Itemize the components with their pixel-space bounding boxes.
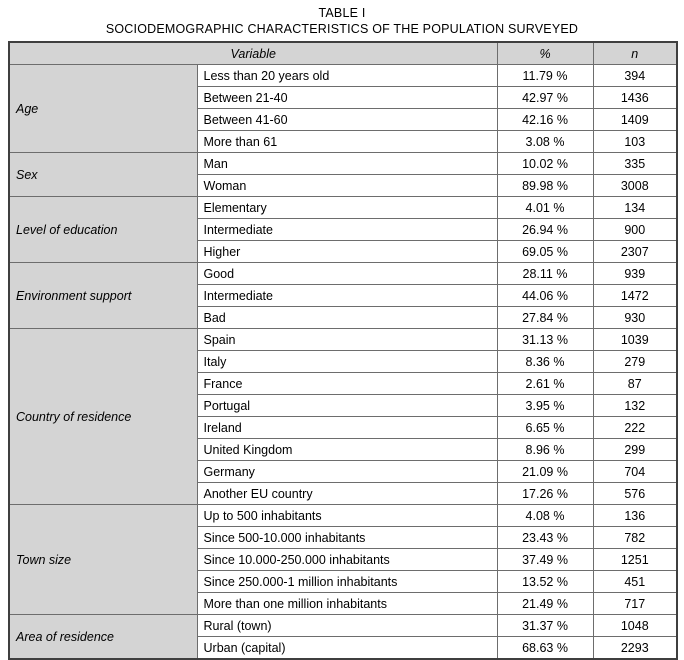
percent-value: 8.96 %	[497, 439, 593, 461]
header-row	[9, 42, 677, 65]
count-value: 576	[593, 483, 677, 505]
category-label: Man	[197, 153, 497, 175]
percent-value: 89.98 %	[497, 175, 593, 197]
count-value: 394	[593, 65, 677, 87]
category-label: Since 500-10.000 inhabitants	[197, 527, 497, 549]
table-row	[9, 505, 677, 527]
category-label: Since 10.000-250.000 inhabitants	[197, 549, 497, 571]
category-label: France	[197, 373, 497, 395]
count-value: 782	[593, 527, 677, 549]
percent-value: 4.01 %	[497, 197, 593, 219]
percent-value: 42.16 %	[497, 109, 593, 131]
percent-value: 4.08 %	[497, 505, 593, 527]
variable-group-label: Level of education	[9, 197, 197, 263]
percent-value: 37.49 %	[497, 549, 593, 571]
category-label: Bad	[197, 307, 497, 329]
count-value: 1436	[593, 87, 677, 109]
percent-value: 17.26 %	[497, 483, 593, 505]
percent-value: 21.49 %	[497, 593, 593, 615]
table-header	[9, 42, 677, 65]
category-label: More than one million inhabitants	[197, 593, 497, 615]
column-header-n: n	[593, 42, 677, 65]
category-label: Rural (town)	[197, 615, 497, 637]
count-value: 335	[593, 153, 677, 175]
category-label: Less than 20 years old	[197, 65, 497, 87]
category-label: Intermediate	[197, 285, 497, 307]
percent-value: 3.95 %	[497, 395, 593, 417]
count-value: 134	[593, 197, 677, 219]
category-label: Since 250.000-1 million inhabitants	[197, 571, 497, 593]
percent-value: 27.84 %	[497, 307, 593, 329]
category-label: Another EU country	[197, 483, 497, 505]
percent-value: 2.61 %	[497, 373, 593, 395]
variable-group-label: Environment support	[9, 263, 197, 329]
category-label: More than 61	[197, 131, 497, 153]
count-value: 3008	[593, 175, 677, 197]
count-value: 704	[593, 461, 677, 483]
count-value: 132	[593, 395, 677, 417]
variable-group-label: Country of residence	[9, 329, 197, 505]
category-label: Up to 500 inhabitants	[197, 505, 497, 527]
variable-group-label: Area of residence	[9, 615, 197, 660]
category-label: Elementary	[197, 197, 497, 219]
table-row	[9, 197, 677, 219]
percent-value: 31.37 %	[497, 615, 593, 637]
count-value: 222	[593, 417, 677, 439]
percent-value: 8.36 %	[497, 351, 593, 373]
percent-value: 44.06 %	[497, 285, 593, 307]
table-row	[9, 153, 677, 175]
percent-value: 23.43 %	[497, 527, 593, 549]
table-row	[9, 329, 677, 351]
count-value: 900	[593, 219, 677, 241]
count-value: 136	[593, 505, 677, 527]
count-value: 87	[593, 373, 677, 395]
category-label: Woman	[197, 175, 497, 197]
count-value: 299	[593, 439, 677, 461]
category-label: Intermediate	[197, 219, 497, 241]
percent-value: 69.05 %	[497, 241, 593, 263]
category-label: Germany	[197, 461, 497, 483]
count-value: 1251	[593, 549, 677, 571]
category-label: Higher	[197, 241, 497, 263]
count-value: 1472	[593, 285, 677, 307]
count-value: 1048	[593, 615, 677, 637]
category-label: Urban (capital)	[197, 637, 497, 660]
table-row	[9, 615, 677, 637]
count-value: 1409	[593, 109, 677, 131]
count-value: 717	[593, 593, 677, 615]
count-value: 1039	[593, 329, 677, 351]
percent-value: 68.63 %	[497, 637, 593, 660]
percent-value: 10.02 %	[497, 153, 593, 175]
percent-value: 13.52 %	[497, 571, 593, 593]
percent-value: 3.08 %	[497, 131, 593, 153]
table-title: SOCIODEMOGRAPHIC CHARACTERISTICS OF THE POPULATION SURVEYED	[105, 22, 579, 36]
percent-value: 28.11 %	[497, 263, 593, 285]
count-value: 930	[593, 307, 677, 329]
category-label: Portugal	[197, 395, 497, 417]
column-header-variable: Variable	[9, 42, 497, 65]
category-label: United Kingdom	[197, 439, 497, 461]
column-header-percent: %	[497, 42, 593, 65]
table-caption	[8, 6, 676, 37]
percent-value: 11.79 %	[497, 65, 593, 87]
percent-value: 31.13 %	[497, 329, 593, 351]
category-label: Good	[197, 263, 497, 285]
percent-value: 26.94 %	[497, 219, 593, 241]
percent-value: 21.09 %	[497, 461, 593, 483]
count-value: 451	[593, 571, 677, 593]
category-label: Spain	[197, 329, 497, 351]
variable-group-label: Town size	[9, 505, 197, 615]
percent-value: 42.97 %	[497, 87, 593, 109]
table-body	[9, 65, 677, 660]
sociodemographic-table	[8, 41, 678, 660]
category-label: Italy	[197, 351, 497, 373]
category-label: Between 41-60	[197, 109, 497, 131]
count-value: 279	[593, 351, 677, 373]
count-value: 103	[593, 131, 677, 153]
variable-group-label: Sex	[9, 153, 197, 197]
count-value: 939	[593, 263, 677, 285]
category-label: Ireland	[197, 417, 497, 439]
table-row	[9, 263, 677, 285]
variable-group-label: Age	[9, 65, 197, 153]
table-row	[9, 65, 677, 87]
count-value: 2307	[593, 241, 677, 263]
table-number: TABLE I	[318, 6, 366, 20]
percent-value: 6.65 %	[497, 417, 593, 439]
count-value: 2293	[593, 637, 677, 660]
category-label: Between 21-40	[197, 87, 497, 109]
